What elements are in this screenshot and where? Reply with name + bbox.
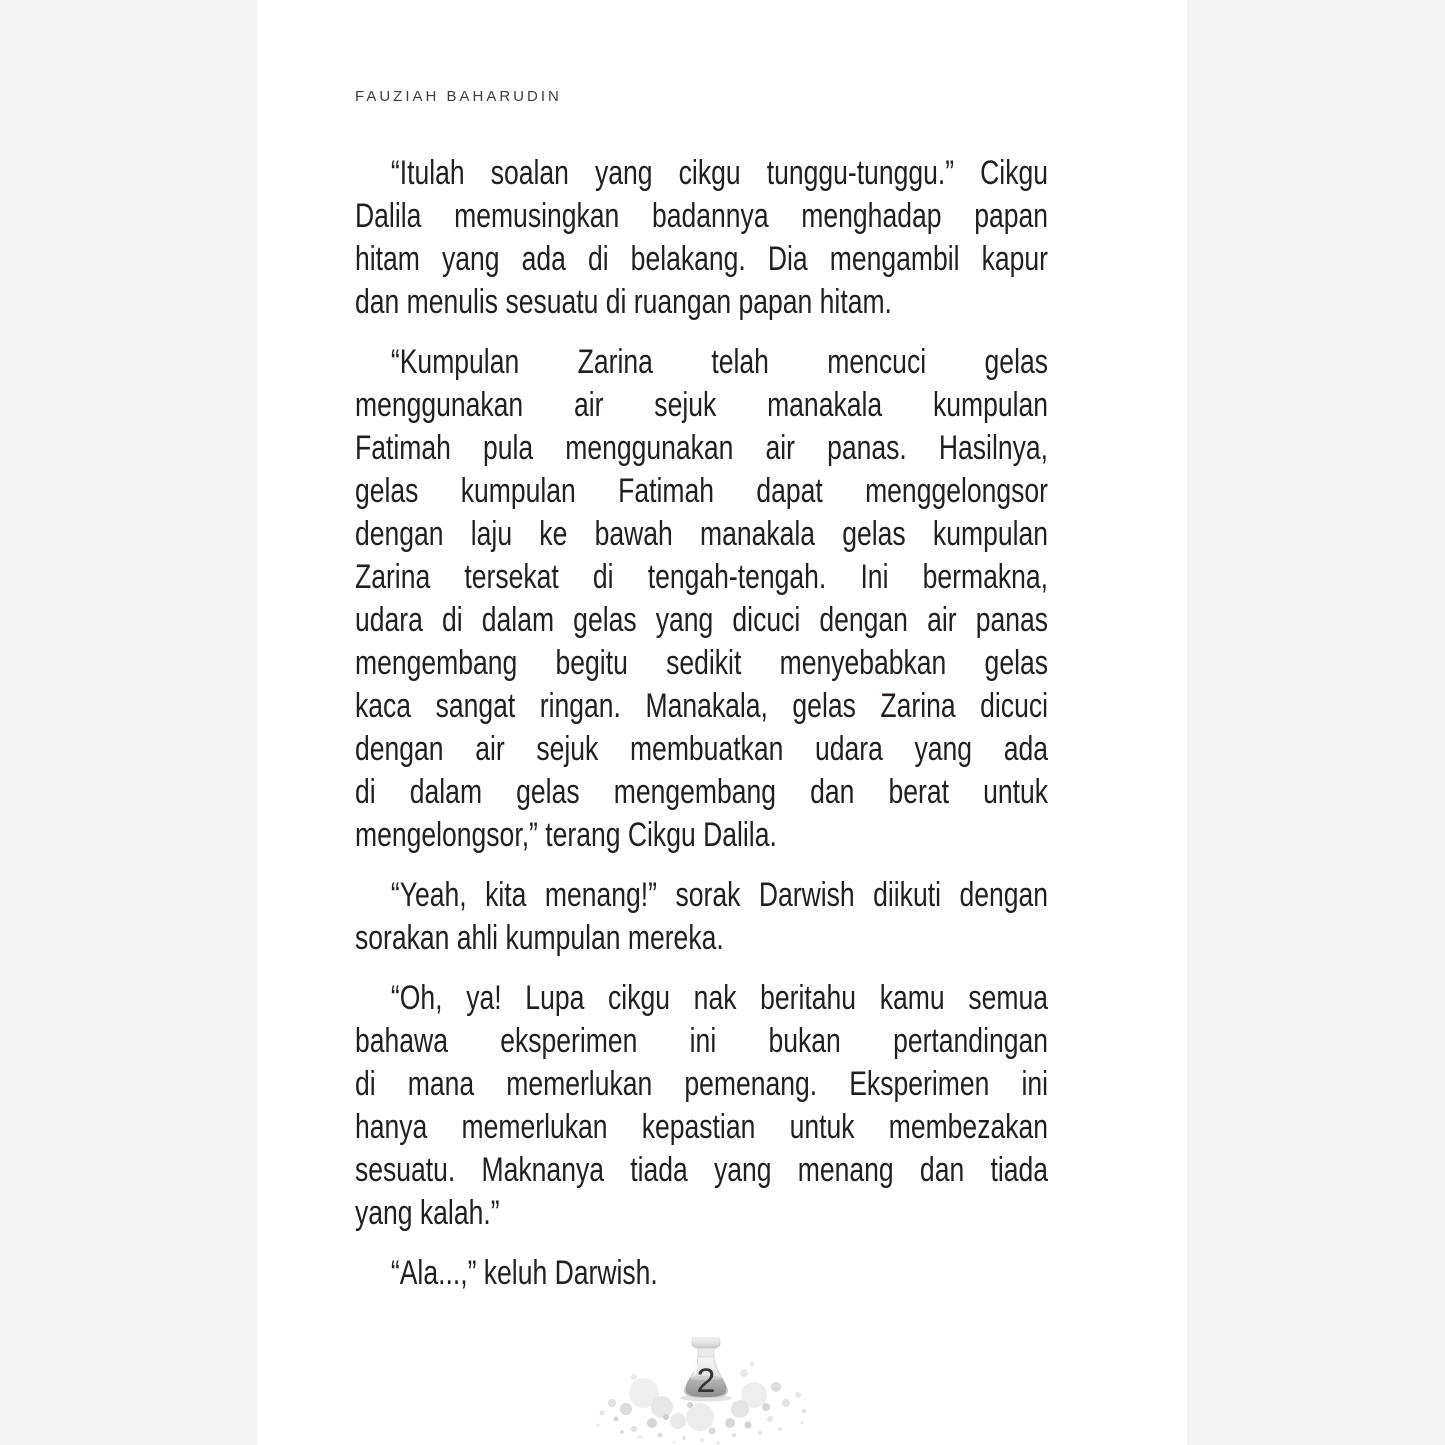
text-line: gelas kumpulan Fatimah dapat menggelongsor [355, 472, 1048, 510]
text-line: kaca sangat ringan. Manakala, gelas Zarina dicuci [355, 687, 1048, 725]
author-header: FAUZIAH BAHARUDIN [355, 88, 562, 105]
flask-icon [680, 1338, 732, 1402]
text-line: hitam yang ada di belakang. Dia mengambil kapur [355, 240, 1048, 278]
text-line: Dalila memusingkan badannya menghadap papan [355, 197, 1048, 235]
text-line: yang kalah.” [355, 1194, 500, 1232]
text-line: hanya memerlukan kepastian untuk membezakan [355, 1108, 1048, 1146]
page-number-badge [582, 1335, 822, 1445]
text-line: sesuatu. Maknanya tiada yang menang dan tiada [355, 1151, 1048, 1189]
text-line: bahawa eksperimen ini bukan pertandingan [355, 1022, 1048, 1060]
book-page [257, 0, 1187, 1445]
text-line: “Kumpulan Zarina telah mencuci gelas [390, 343, 1048, 381]
page-content [257, 0, 1048, 1445]
text-line: “Ala...,” keluh Darwish. [390, 1254, 658, 1292]
text-line: dengan air sejuk membuatkan udara yang ada [355, 730, 1048, 768]
paragraph [355, 1252, 1048, 1295]
text-line: dan menulis sesuatu di ruangan papan hitam. [355, 283, 892, 321]
page-number: 2 [696, 1362, 715, 1400]
text-line: “Yeah, kita menang!” sorak Darwish diikuti dengan [390, 876, 1048, 914]
text-line: di dalam gelas mengembang dan berat untuk [355, 773, 1048, 811]
paragraph [355, 341, 1048, 857]
text-line: menggunakan air sejuk manakala kumpulan [355, 386, 1048, 424]
text-line: udara di dalam gelas yang dicuci dengan air panas [355, 601, 1048, 639]
text-line: di mana memerlukan pemenang. Eksperimen ini [355, 1065, 1048, 1103]
paragraph [355, 977, 1048, 1235]
paragraph [355, 874, 1048, 960]
text-line: mengelongsor,” terang Cikgu Dalila. [355, 816, 777, 854]
text-line: “Oh, ya! Lupa cikgu nak beritahu kamu semua [390, 979, 1048, 1017]
text-line: Zarina tersekat di tengah-tengah. Ini bermakna, [355, 558, 1048, 596]
text-line: dengan laju ke bawah manakala gelas kumpulan [355, 515, 1048, 553]
text-line: mengembang begitu sedikit menyebabkan gelas [355, 644, 1048, 682]
text-line: sorakan ahli kumpulan mereka. [355, 919, 724, 957]
text-line: “Itulah soalan yang cikgu tunggu-tunggu.” Cikgu [390, 154, 1048, 192]
text-line: Fatimah pula menggunakan air panas. Hasilnya, [355, 429, 1048, 467]
paragraph [355, 152, 1048, 324]
